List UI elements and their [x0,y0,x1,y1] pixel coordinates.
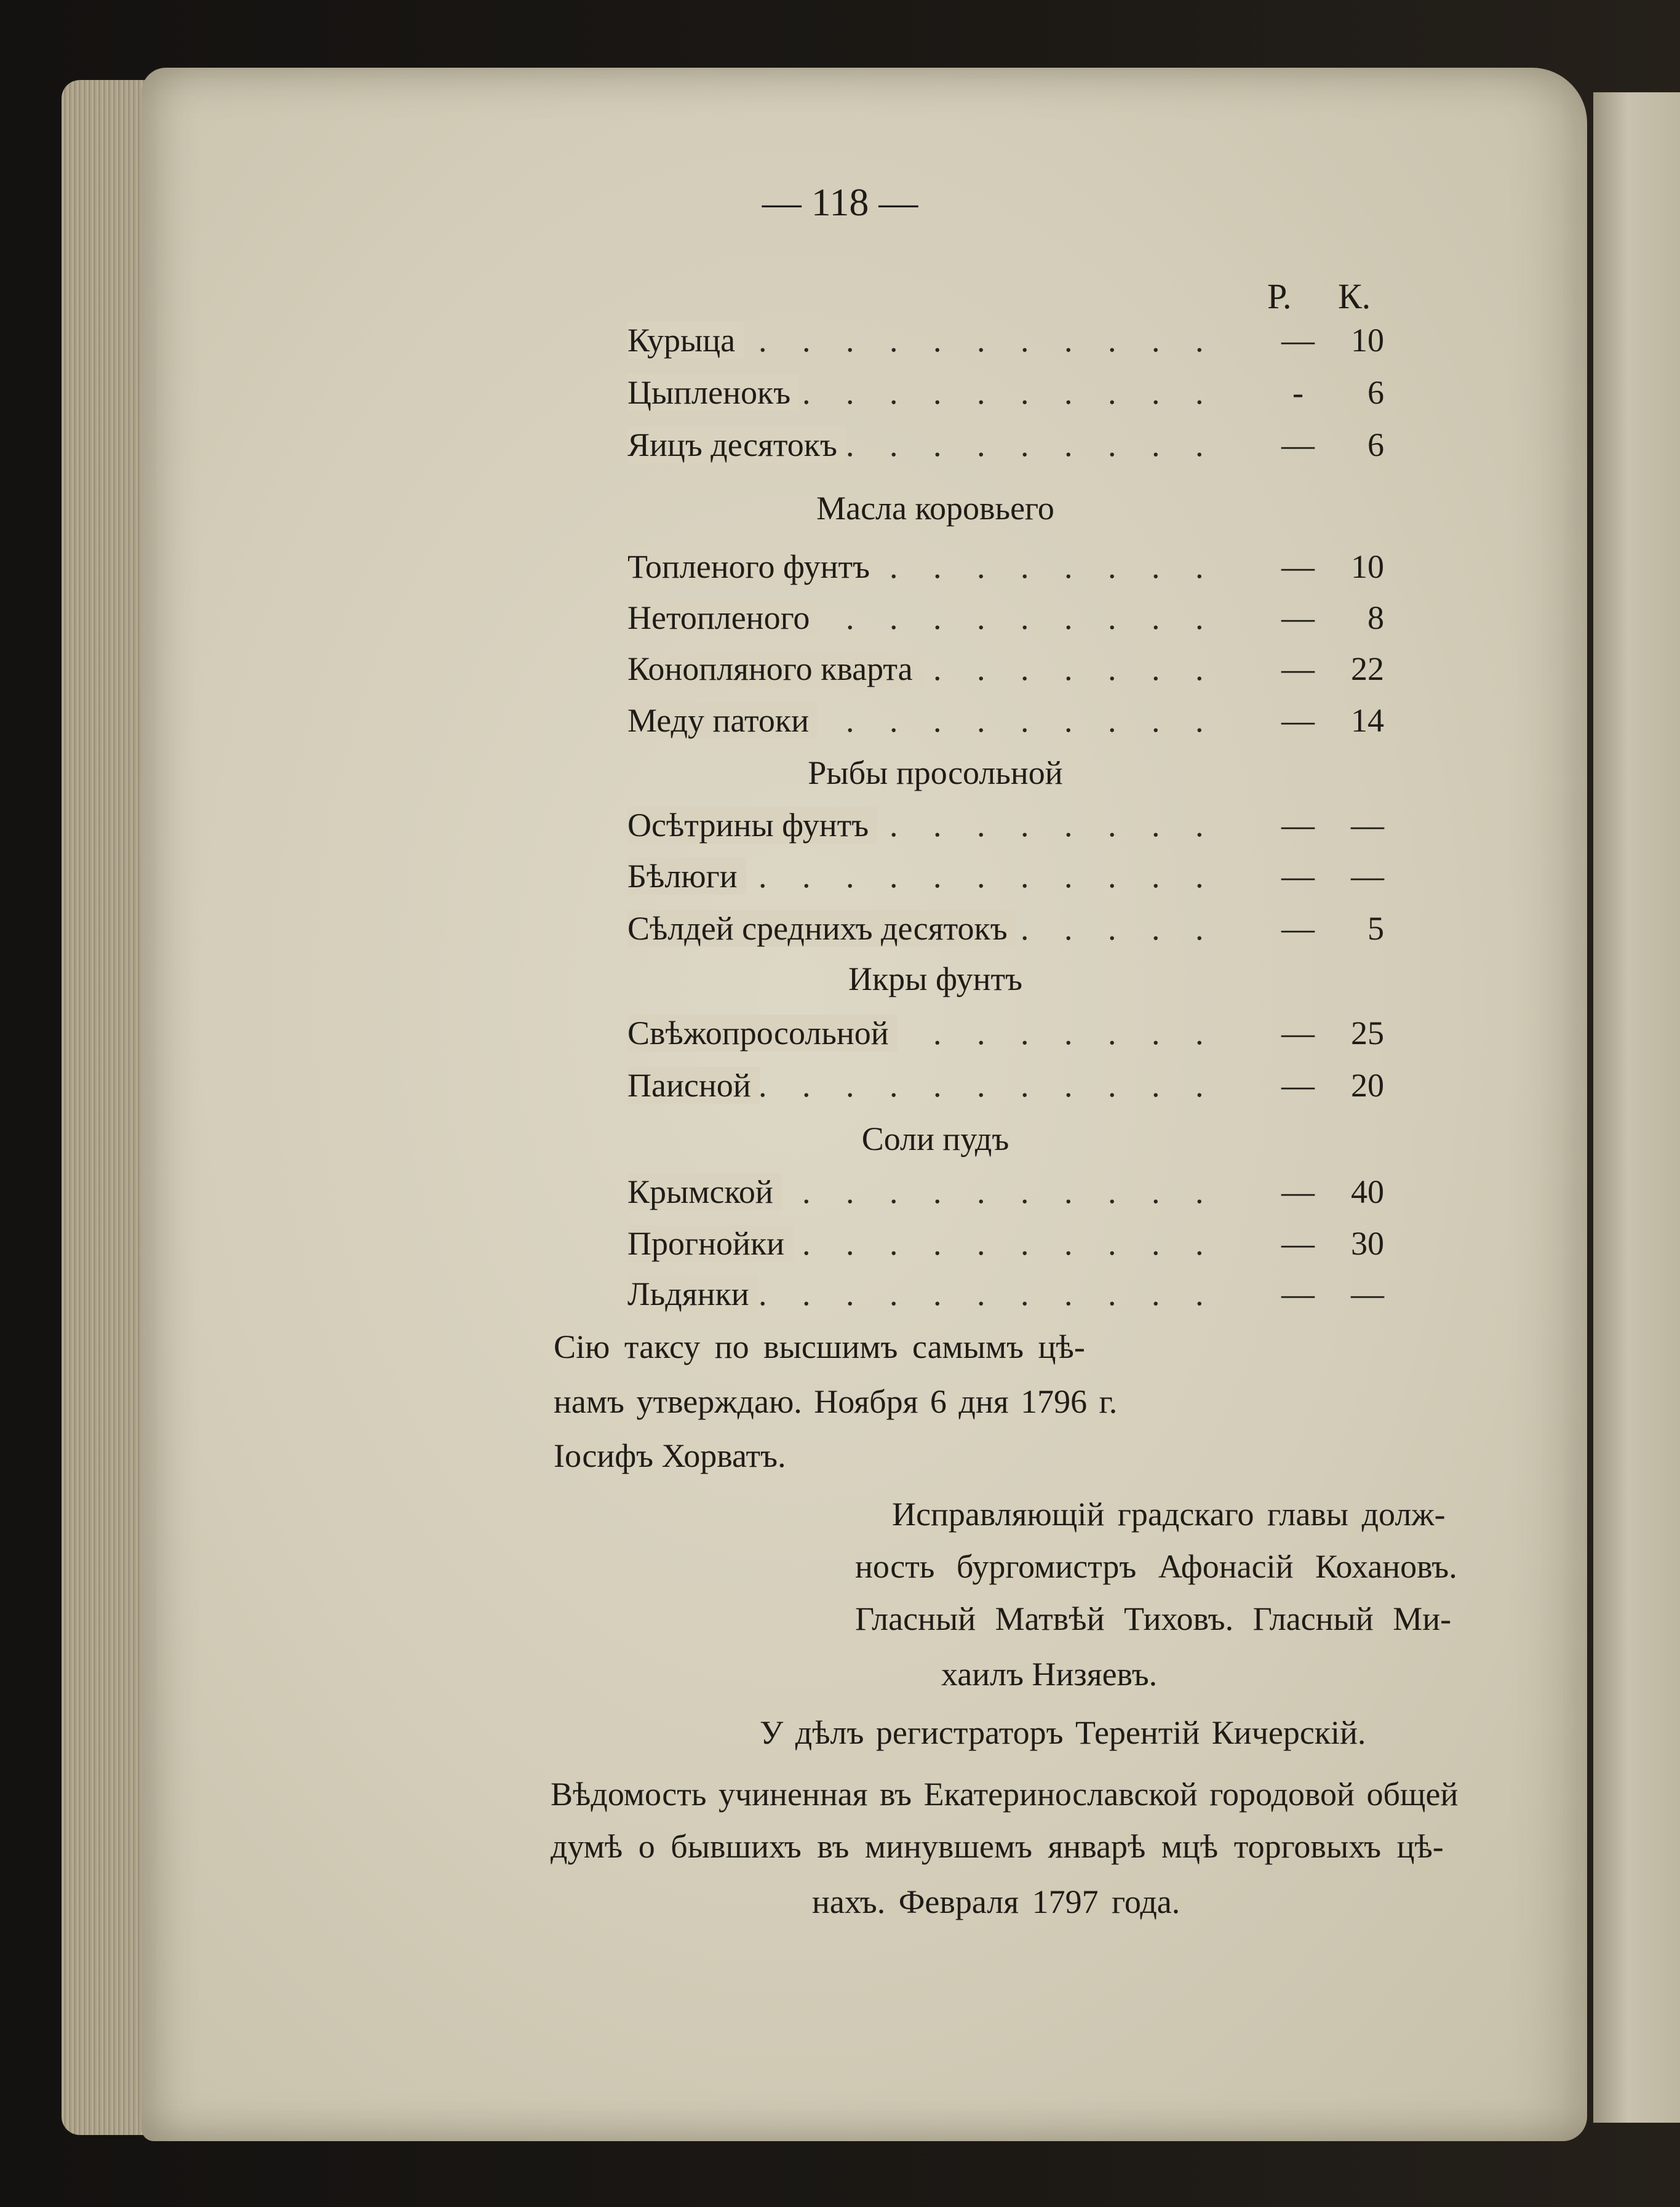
rubles-value: — [1281,1173,1315,1210]
item-label: Цыпленокъ [627,374,799,411]
rubles-value: — [1281,548,1315,585]
closing-line: нахъ. Февраля 1797 года. [812,1883,1180,1920]
rubles-value: - [1292,374,1304,411]
item-label: Конопляного кварта [627,650,922,687]
kopecks-value: 30 [1351,1225,1384,1262]
price-row [627,1224,1384,1274]
price-row [627,650,1384,699]
rubles-value: — [1281,1015,1315,1052]
section-heading: Икры фунтъ [848,960,1023,997]
rubles-header: Р. [1267,276,1292,316]
kopecks-value: 5 [1367,910,1384,947]
rubles-value: — [1281,426,1315,463]
registrar-line: У дѣлъ регистраторъ Терентій Кичерскій. [760,1714,1366,1751]
kopecks-value: 20 [1351,1067,1384,1104]
price-row [627,599,1384,648]
kopecks-value: — [1351,807,1384,844]
rubles-value: — [1281,599,1315,636]
rubles-value: — [1281,858,1315,895]
price-row [627,701,1384,751]
section-heading: Масла коровьего [816,490,1054,527]
signature-line: ность бургомистръ Афонасій Кохановъ. [855,1548,1457,1585]
kopecks-value: — [1351,858,1384,895]
price-row [627,1173,1384,1222]
item-label: Паисной [627,1067,760,1104]
rubles-value: — [1281,322,1315,359]
kopecks-value: 10 [1351,548,1384,585]
kopecks-value: 6 [1367,374,1384,411]
kopecks-value: 8 [1367,599,1384,636]
approval-line: Сію таксу по высшимъ самымъ цѣ- [554,1328,1085,1365]
kopecks-value: 14 [1351,702,1384,739]
rubles-value: — [1281,1225,1315,1262]
signature-line: Гласный Матвѣй Тиховъ. Гласный Ми- [855,1600,1452,1637]
price-row [627,806,1384,855]
item-label: Бѣлюги [627,858,746,895]
next-page-edge [1593,92,1680,2123]
item-label: Осѣтрины фунтъ [627,807,877,844]
closing-line: думѣ о бывшихъ въ минувшемъ январѣ мцѣ торговыхъ цѣ- [551,1828,1444,1865]
page-number: — 118 — [762,180,918,224]
kopecks-value: — [1351,1275,1384,1312]
price-row [627,321,1384,370]
item-label: Прогнойки [627,1225,793,1262]
rubles-value: — [1281,807,1315,844]
item-label: Нетопленого [627,599,818,636]
item-label: Льдянки [627,1275,758,1312]
kopecks-value: 40 [1351,1173,1384,1210]
item-label: Яицъ десятокъ [627,426,846,463]
signature-line: хаилъ Низяевъ. [941,1656,1158,1693]
price-row [627,1014,1384,1063]
rubles-value: — [1281,650,1315,687]
rubles-value: — [1281,1275,1315,1312]
price-row [627,373,1384,423]
approval-signature: Іосифъ Хорватъ. [554,1437,786,1474]
price-row [627,857,1384,906]
item-label: Курыца [627,322,744,359]
closing-line: Вѣдомость учиненная въ Екатеринославской городовой общей [551,1776,1459,1813]
section-heading: Рыбы просольной [808,754,1063,791]
kopecks-value: 10 [1351,322,1384,359]
item-label: Сѣлдей среднихъ десятокъ [627,910,1016,947]
approval-line: намъ утверждаю. Ноября 6 дня 1796 г. [554,1383,1118,1420]
signature-line: Исправляющій градскаго главы долж- [892,1496,1446,1533]
item-label: Топленого фунтъ [627,548,878,585]
rubles-value: — [1281,1067,1315,1104]
price-row [627,426,1384,475]
price-row [627,909,1384,959]
kopecks-value: 25 [1351,1015,1384,1052]
kopecks-value: 22 [1351,650,1384,687]
rubles-value: — [1281,702,1315,739]
item-label: Меду патоки [627,702,818,739]
kopecks-value: 6 [1367,426,1384,463]
rubles-value: — [1281,910,1315,947]
item-label: Крымской [627,1173,782,1210]
item-label: Свѣжопросольной [627,1015,898,1052]
price-row [627,1066,1384,1115]
price-row [627,548,1384,597]
price-row [627,1275,1384,1324]
section-heading: Соли пудъ [861,1120,1009,1157]
kopecks-header: К. [1338,276,1371,316]
